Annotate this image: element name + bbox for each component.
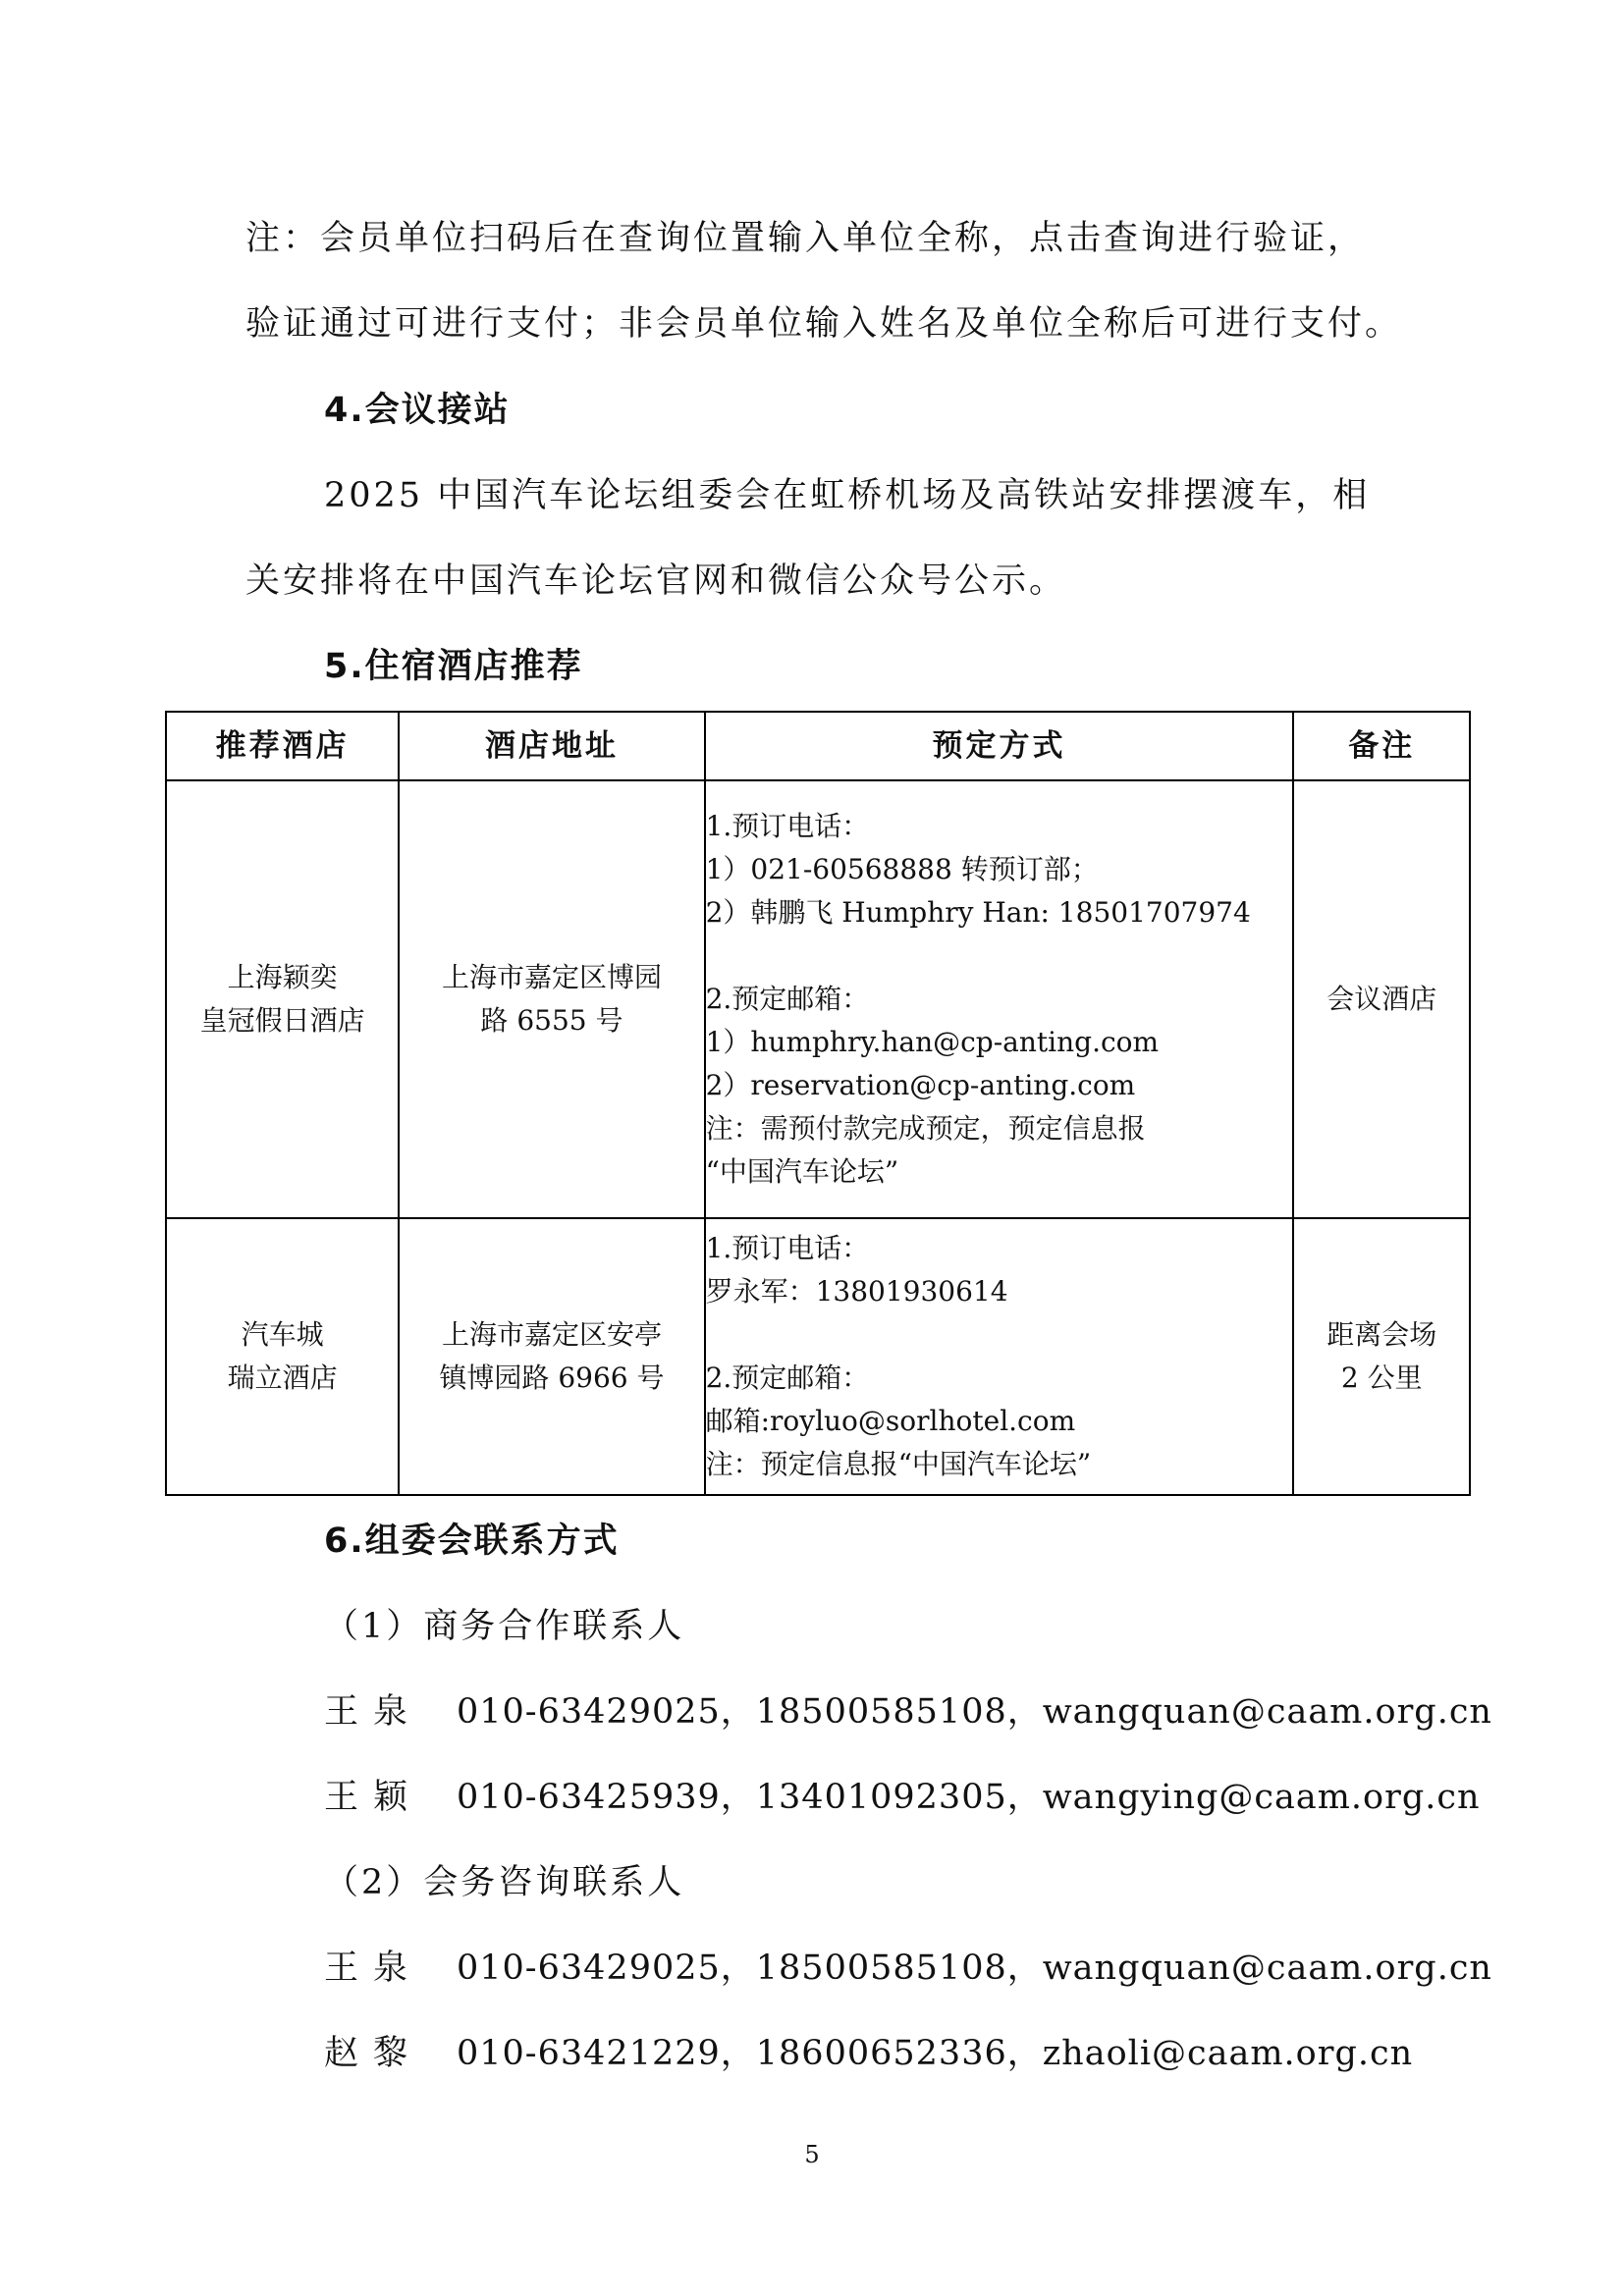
contact-name-char: 泉 (373, 1949, 409, 1988)
remark-cell (1293, 780, 1470, 1218)
section-4-heading: 4.会议接站 (324, 391, 511, 430)
contact-name (324, 1773, 461, 1822)
header-address: 酒店地址 (399, 712, 704, 780)
booking-method-line: 1）humphry.han@cp-anting.com (705, 1026, 1160, 1058)
intro-line-1: 注：会员单位扫码后在查询位置输入单位全称，点击查询进行验证， (245, 219, 1366, 258)
hotel-address-line: 路 6555 号 (480, 1004, 623, 1037)
contact-group-label: （1）商务合作联系人 (324, 1607, 685, 1646)
contact-info: 010-63425939，13401092305，wangying@caam.org.cn (457, 1778, 1481, 1817)
contact-info: 010-63429025，18500585108，wangquan@caam.org.cn (457, 1949, 1492, 1988)
table-row (166, 1218, 1470, 1495)
remark-cell (1293, 1218, 1470, 1495)
hotel-address-cell (399, 780, 704, 1218)
table-row (166, 780, 1470, 1218)
hotel-table-header-row (166, 712, 1470, 780)
booking-method-line: “中国汽车论坛” (705, 1155, 899, 1188)
hotel-table (165, 711, 1471, 1496)
booking-method-line: 1）021-60568888 转预订部； (705, 853, 1099, 885)
hotel-address-cell (399, 1218, 704, 1495)
hotel-name-cell (166, 1218, 399, 1495)
booking-method-cell (705, 780, 1294, 1218)
remark-line: 会议酒店 (1326, 983, 1437, 1015)
contact-info: 010-63429025，18500585108，wangquan@caam.org.cn (457, 1692, 1492, 1732)
header-hotel: 推荐酒店 (166, 712, 399, 780)
contact-name-char: 赵 (324, 2034, 360, 2073)
booking-method-line: 邮箱:royluo@sorlhotel.com (705, 1405, 1076, 1437)
hotel-name-line: 皇冠假日酒店 (199, 1004, 365, 1037)
contact-name-char: 王 (324, 1692, 360, 1732)
contact-name (324, 2029, 461, 2078)
hotel-address-line: 上海市嘉定区安亭 (441, 1318, 662, 1351)
hotel-name-line: 汽车城 (241, 1318, 324, 1351)
section-4-line-2: 关安排将在中国汽车论坛官网和微信公众号公示。 (245, 561, 1067, 601)
hotel-address-line: 上海市嘉定区博园 (441, 961, 662, 993)
hotel-name-line: 上海颖奕 (227, 961, 338, 993)
hotel-name-cell (166, 780, 399, 1218)
section-5-heading: 5.住宿酒店推荐 (324, 647, 583, 686)
remark-line: 距离会场 (1326, 1318, 1437, 1351)
contact-name-char: 黎 (373, 2034, 409, 2073)
header-booking-method: 预定方式 (705, 712, 1294, 780)
remark-line: 2 公里 (1340, 1362, 1423, 1394)
booking-method-line: 1.预订电话： (705, 810, 870, 842)
hotel-name-line: 瑞立酒店 (227, 1362, 338, 1394)
booking-method-line (706, 1313, 1293, 1357)
booking-method-line: 2）韩鹏飞 Humphry Han: 18501707974 (705, 896, 1251, 929)
contact-group-label: （2）会务咨询联系人 (324, 1863, 685, 1902)
booking-method-line (706, 934, 1293, 978)
contact-name-char: 王 (324, 1778, 360, 1817)
contact-name-char: 泉 (373, 1692, 409, 1732)
booking-method-line: 2.预定邮箱： (705, 983, 870, 1015)
section-4-line-1: 2025 中国汽车论坛组委会在虹桥机场及高铁站安排摆渡车，相 (324, 476, 1371, 515)
booking-method-line: 2）reservation@cp-anting.com (705, 1069, 1136, 1101)
booking-method-line: 注：需预付款完成预定，预定信息报 (705, 1112, 1146, 1145)
booking-method-line: 1.预订电话： (705, 1232, 870, 1264)
booking-method-cell (705, 1218, 1294, 1495)
hotel-address-line: 镇博园路 6966 号 (439, 1362, 665, 1394)
header-remark: 备注 (1293, 712, 1470, 780)
contact-name (324, 1687, 461, 1736)
intro-line-2: 验证通过可进行支付；非会员单位输入姓名及单位全称后可进行支付。 (245, 304, 1403, 344)
contact-name (324, 1944, 461, 1993)
booking-method-line: 注：预定信息报“中国汽车论坛” (705, 1448, 1092, 1480)
contact-name-char: 颖 (373, 1778, 409, 1817)
booking-method-line: 罗永军：13801930614 (705, 1275, 1008, 1308)
page-number: 5 (804, 2141, 820, 2168)
contact-info: 010-63421229，18600652336，zhaoli@caam.org.cn (457, 2034, 1414, 2073)
section-6-heading: 6.组委会联系方式 (324, 1522, 620, 1561)
contact-name-char: 王 (324, 1949, 360, 1988)
booking-method-line: 2.预定邮箱： (705, 1362, 870, 1394)
